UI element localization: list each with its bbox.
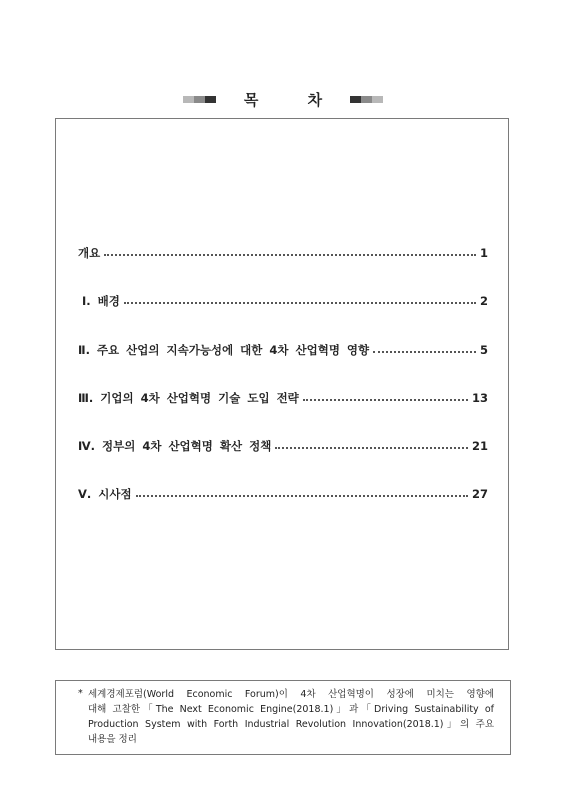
toc-leader-dots (303, 398, 468, 401)
toc-entry-page: 13 (471, 391, 488, 405)
toc-entry-implications[interactable] (78, 486, 488, 502)
toc-leader-dots (124, 301, 476, 304)
note-line: 내용을 정리 (88, 734, 137, 745)
toc-leader-dots (136, 494, 468, 497)
toc-entry-page: 1 (479, 246, 488, 260)
toc-entry-label: 개요 (78, 246, 101, 260)
toc-entry-page: 27 (471, 487, 488, 501)
toc-leader-dots (373, 350, 476, 353)
note-text (88, 687, 494, 747)
toc-entry-industry-impact[interactable] (78, 342, 488, 358)
heading-decoration-left (183, 96, 216, 103)
heading-decoration-right (350, 96, 383, 103)
toc-entry-overview[interactable] (78, 245, 488, 261)
toc-entry-background[interactable] (78, 293, 488, 309)
toc-leader-dots (104, 253, 476, 256)
note-line: 대해 고찰한「The Next Economic Engine(2018.1)」과「Driving Sustainability of (88, 704, 494, 715)
toc-entry-label: Ⅱ. 주요 산업의 지속가능성에 대한 4차 산업혁명 영향 (78, 343, 370, 357)
note-line: 세계경제포럼(World Economic Forum)이 4차 산업혁명이 성장에 미치는 영향에 (88, 689, 494, 700)
toc-leader-dots (275, 446, 468, 449)
toc-entry-label: Ⅲ. 기업의 4차 산업혁명 기술 도입 전략 (78, 391, 299, 405)
toc-entry-page: 5 (479, 343, 488, 357)
toc-entry-label: Ⅴ. 시사점 (78, 487, 132, 501)
toc-entry-government-policy[interactable] (78, 438, 488, 454)
toc-entry-page: 21 (471, 439, 488, 453)
toc-heading-row (0, 87, 566, 111)
toc-entry-label: Ⅳ. 정부의 4차 산업혁명 확산 정책 (78, 439, 272, 453)
source-note (55, 680, 511, 755)
toc-entry-page: 2 (479, 294, 488, 308)
toc-entry-corporate-strategy[interactable] (78, 390, 488, 406)
note-line: Production System with Forth Industrial Revolution Innovation(2018.1)」의 주요 (88, 719, 494, 730)
toc-entry-label: Ⅰ. 배경 (82, 294, 120, 308)
note-asterisk: * (78, 688, 83, 699)
table-of-contents (55, 118, 509, 650)
page-title: 목 차 (243, 90, 345, 109)
